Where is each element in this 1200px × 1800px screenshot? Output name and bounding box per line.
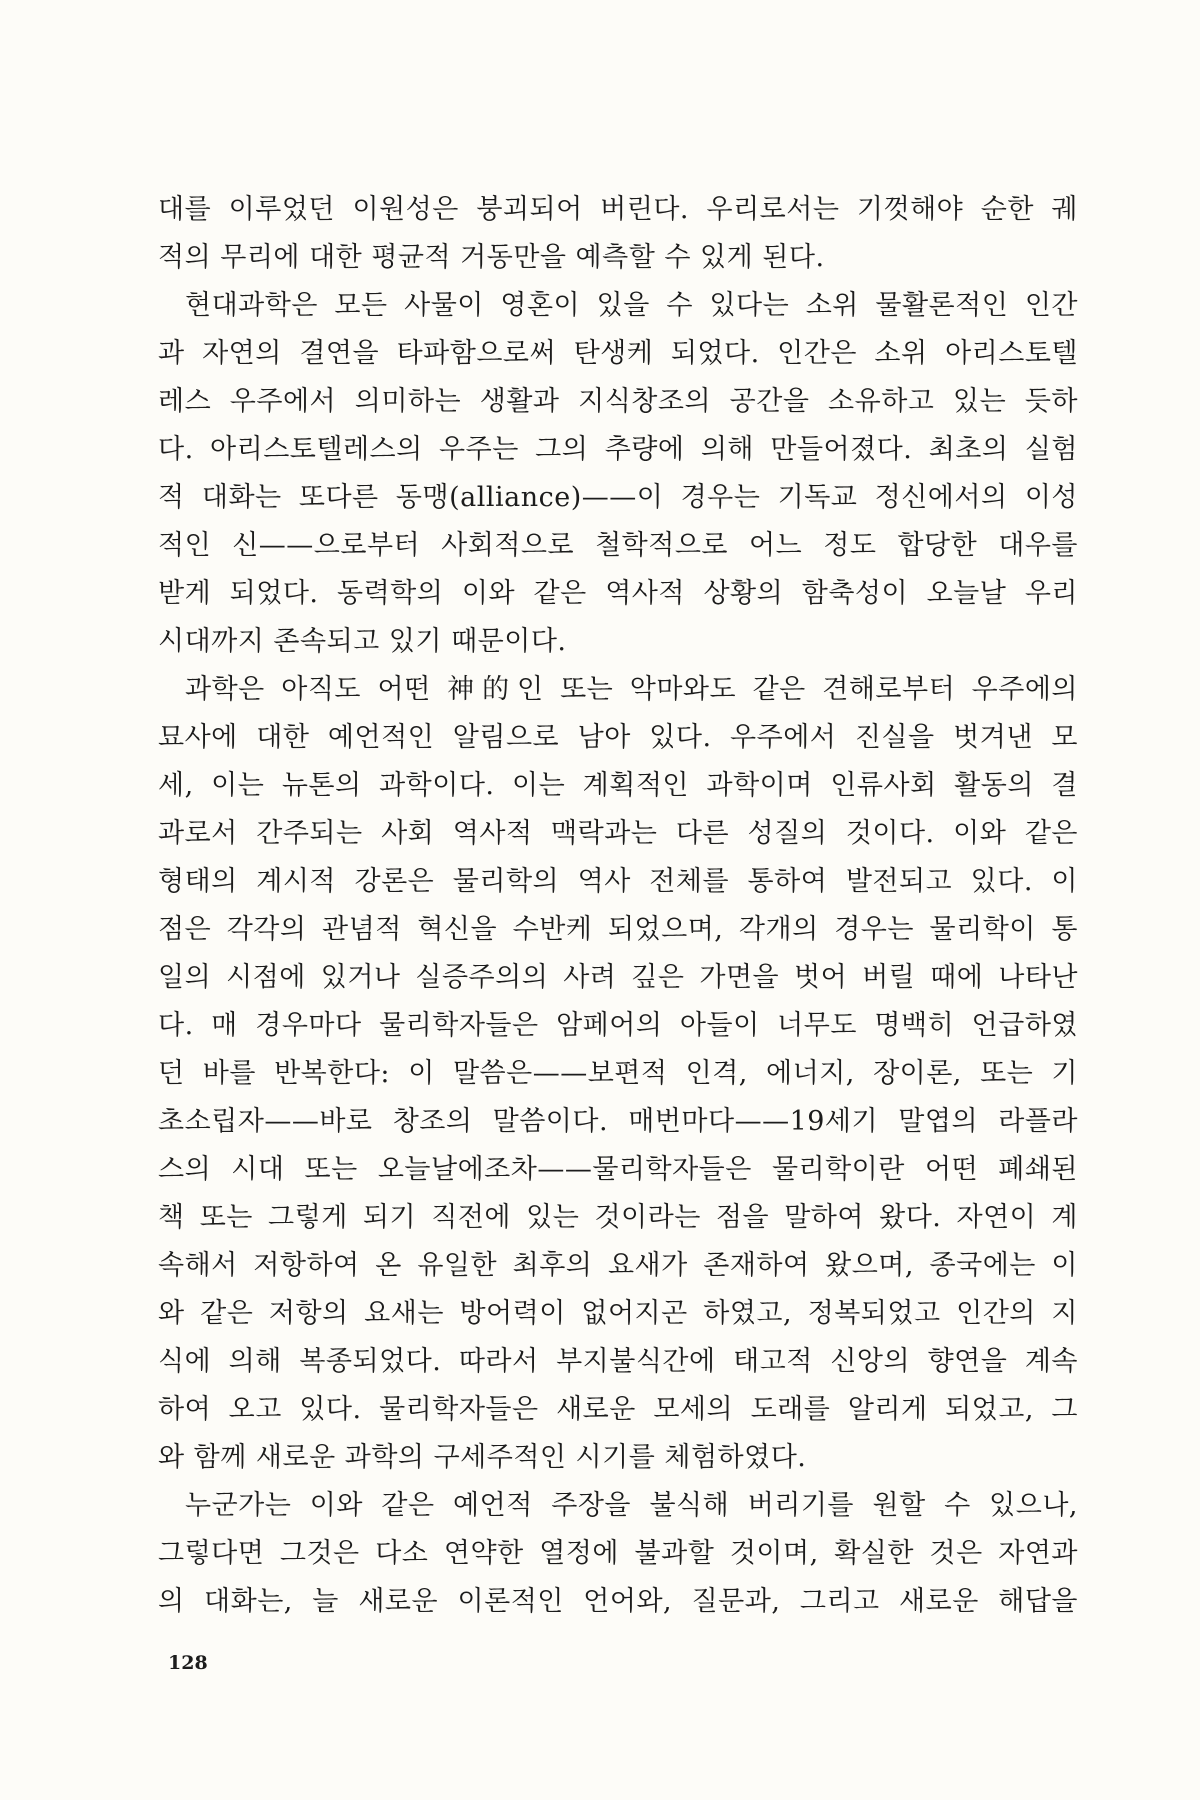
text-line: 과 자연의 결연을 타파함으로써 탄생케 되었다. 인간은 소위 아리스토텔 bbox=[158, 338, 1078, 369]
text-line: 그렇다면 그것은 다소 연약한 열정에 불과할 것이며, 확실한 것은 자연과 bbox=[158, 1538, 1078, 1569]
text-line: 시대까지 존속되고 있기 때문이다. bbox=[158, 626, 567, 657]
text-line: 형태의 계시적 강론은 물리학의 역사 전체를 통하여 발전되고 있다. 이 bbox=[158, 866, 1078, 897]
text-line: 적 대화는 또다른 동맹(alliance)——이 경우는 기독교 정신에서의 이성 bbox=[158, 482, 1078, 513]
text-line: 적의 무리에 대한 평균적 거동만을 예측할 수 있게 된다. bbox=[158, 242, 825, 273]
text-line: 초소립자——바로 창조의 말씀이다. 매번마다——19세기 말엽의 라플라 bbox=[158, 1106, 1078, 1137]
text-line: 점은 각각의 관념적 혁신을 수반케 되었으며, 각개의 경우는 물리학이 통 bbox=[158, 914, 1078, 945]
text-line: 현대과학은 모든 사물이 영혼이 있을 수 있다는 소위 물활론적인 인간 bbox=[185, 290, 1078, 321]
text-line: 적인 신——으로부터 사회적으로 철학적으로 어느 정도 합당한 대우를 bbox=[158, 530, 1078, 561]
text-line: 과로서 간주되는 사회 역사적 맥락과는 다른 성질의 것이다. 이와 같은 bbox=[158, 818, 1078, 849]
text-line: 와 같은 저항의 요새는 방어력이 없어지곤 하였고, 정복되었고 인간의 지 bbox=[158, 1298, 1078, 1329]
paragraph bbox=[158, 1482, 1078, 1626]
text-line: 레스 우주에서 의미하는 생활과 지식창조의 공간을 소유하고 있는 듯하 bbox=[158, 386, 1078, 417]
text-line: 책 또는 그렇게 되기 직전에 있는 것이라는 점을 말하여 왔다. 자연이 계 bbox=[158, 1202, 1078, 1233]
text-line: 세, 이는 뉴톤의 과학이다. 이는 계획적인 과학이며 인류사회 활동의 결 bbox=[158, 770, 1078, 801]
body-text bbox=[158, 186, 1078, 1626]
text-line: 스의 시대 또는 오늘날에조차——물리학자들은 물리학이란 어떤 폐쇄된 bbox=[158, 1154, 1078, 1185]
paragraph bbox=[158, 282, 1078, 666]
text-line: 속해서 저항하여 온 유일한 최후의 요새가 존재하여 왔으며, 종국에는 이 bbox=[158, 1250, 1078, 1281]
text-line: 식에 의해 복종되었다. 따라서 부지불식간에 태고적 신앙의 향연을 계속 bbox=[158, 1346, 1078, 1377]
text-line: 누군가는 이와 같은 예언적 주장을 불식해 버리기를 원할 수 있으나, bbox=[185, 1490, 1078, 1521]
text-line: 대를 이루었던 이원성은 붕괴되어 버린다. 우리로서는 기껏해야 순한 궤 bbox=[158, 194, 1078, 225]
text-line: 과학은 아직도 어떤 神的인 또는 악마와도 같은 견해로부터 우주에의 bbox=[185, 674, 1078, 705]
page-number: 128 bbox=[168, 1652, 208, 1674]
paragraph bbox=[158, 666, 1078, 1482]
text-line: 던 바를 반복한다: 이 말씀은——보편적 인격, 에너지, 장이론, 또는 기 bbox=[158, 1058, 1078, 1089]
text-line: 하여 오고 있다. 물리학자들은 새로운 모세의 도래를 알리게 되었고, 그 bbox=[158, 1394, 1078, 1425]
text-line: 의 대화는, 늘 새로운 이론적인 언어와, 질문과, 그리고 새로운 해답을 bbox=[158, 1586, 1078, 1617]
text-line: 묘사에 대한 예언적인 알림으로 남아 있다. 우주에서 진실을 벗겨낸 모 bbox=[158, 722, 1078, 753]
text-line: 다. 아리스토텔레스의 우주는 그의 추량에 의해 만들어졌다. 최초의 실험 bbox=[158, 434, 1078, 465]
text-line: 와 함께 새로운 과학의 구세주적인 시기를 체험하였다. bbox=[158, 1442, 807, 1473]
text-line: 일의 시점에 있거나 실증주의의 사려 깊은 가면을 벗어 버릴 때에 나타난 bbox=[158, 962, 1078, 993]
text-line: 받게 되었다. 동력학의 이와 같은 역사적 상황의 함축성이 오늘날 우리 bbox=[158, 578, 1078, 609]
text-line: 다. 매 경우마다 물리학자들은 암페어의 아들이 너무도 명백히 언급하였 bbox=[158, 1010, 1078, 1041]
paragraph bbox=[158, 186, 1078, 282]
